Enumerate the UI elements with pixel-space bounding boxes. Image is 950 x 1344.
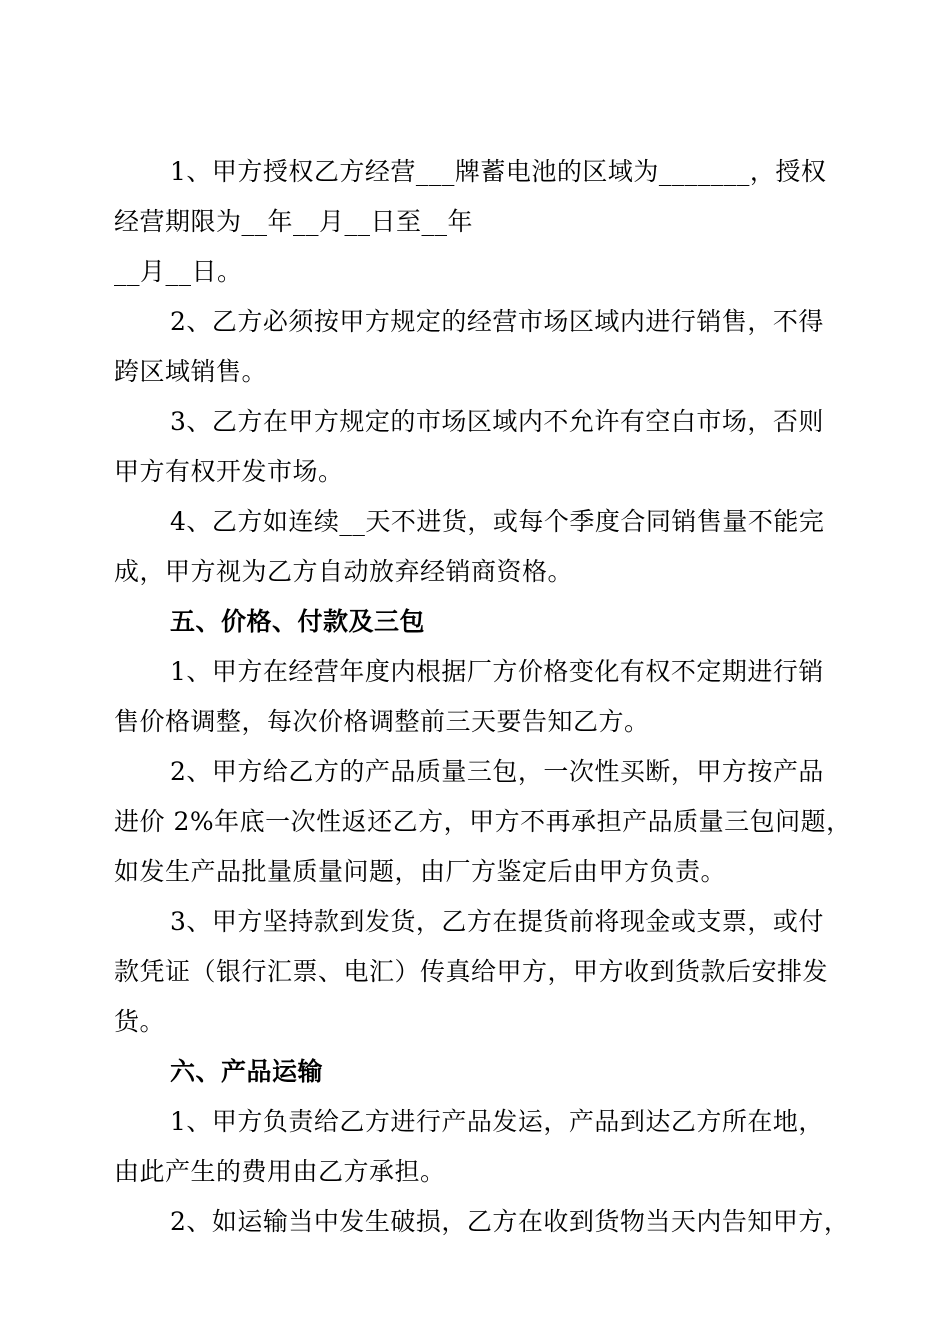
clause-4-4-line-1: 4、乙方如连续__天不进货，或每个季度合同销售量不能完 <box>170 507 825 536</box>
clause-4-3-line-2: 甲方有权开发市场。 <box>114 457 344 486</box>
clause-5-2-line-3: 如发生产品批量质量问题，由厂方鉴定后由甲方负责。 <box>114 857 727 886</box>
clause-5-2-line-2: 进价 2%年底一次性返还乙方，甲方不再承担产品质量三包问题， <box>114 807 852 836</box>
clause-4-3-line-1: 3、乙方在甲方规定的市场区域内不允许有空白市场，否则 <box>170 407 824 436</box>
clause-4-1-line-2: 经营期限为__年__月__日至__年 <box>114 207 474 236</box>
clause-4-2-line-2: 跨区域销售。 <box>114 357 268 386</box>
section-heading-transport: 六、产品运输 <box>170 1057 324 1086</box>
clause-4-4-line-2: 成，甲方视为乙方自动放弃经销商资格。 <box>114 557 574 586</box>
clause-5-3-line-2: 款凭证（银行汇票、电汇）传真给甲方，甲方收到货款后安排发 <box>114 957 829 986</box>
clause-4-1-line-3: __月__日。 <box>114 257 243 286</box>
clause-6-2-line-1: 2、如运输当中发生破损，乙方在收到货物当天内告知甲方， <box>170 1207 850 1236</box>
clause-4-2-line-1: 2、乙方必须按甲方规定的经营市场区域内进行销售，不得 <box>170 307 824 336</box>
clause-5-3-line-1: 3、甲方坚持款到发货，乙方在提货前将现金或支票，或付 <box>170 907 824 936</box>
clause-5-1-line-1: 1、甲方在经营年度内根据厂方价格变化有权不定期进行销 <box>170 657 824 686</box>
clause-5-1-line-2: 售价格调整，每次价格调整前三天要告知乙方。 <box>114 707 650 736</box>
clause-4-1-line-1: 1、甲方授权乙方经营___牌蓄电池的区域为_______，授权 <box>170 157 827 186</box>
clause-5-2-line-1: 2、甲方给乙方的产品质量三包，一次性买断，甲方按产品 <box>170 757 824 786</box>
clause-6-1-line-2: 由此产生的费用由乙方承担。 <box>114 1157 446 1186</box>
clause-5-3-line-3: 货。 <box>114 1007 166 1036</box>
clause-6-1-line-1: 1、甲方负责给乙方进行产品发运，产品到达乙方所在地， <box>170 1107 824 1136</box>
section-heading-price-payment: 五、价格、付款及三包 <box>170 607 426 636</box>
